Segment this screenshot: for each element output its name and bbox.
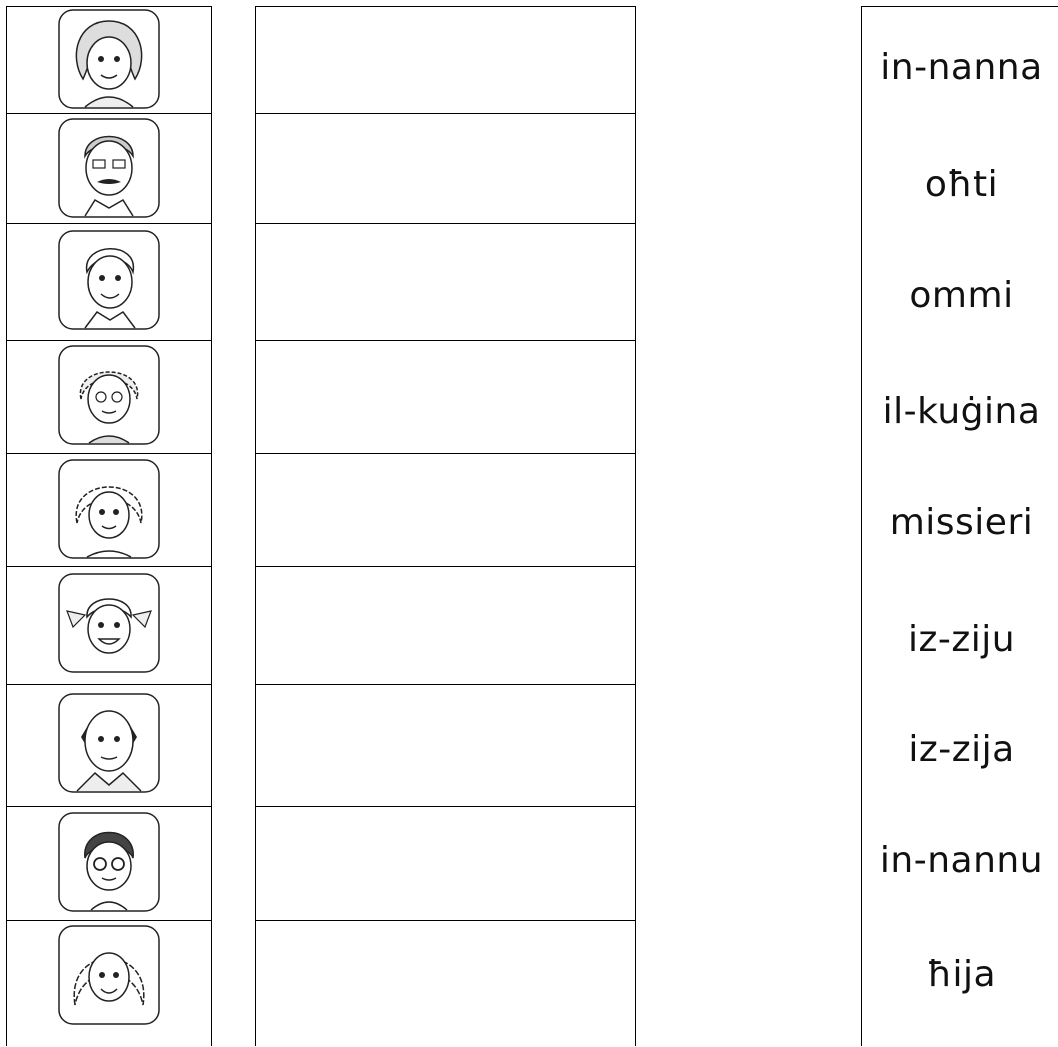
answer-row[interactable] (256, 567, 635, 685)
answer-box-6[interactable] (256, 567, 635, 684)
word-bank-item[interactable]: il-kuġina (882, 391, 1041, 432)
answer-box-7[interactable] (256, 685, 635, 806)
grandmother-face-icon (55, 7, 163, 111)
grandfather-face-icon (55, 116, 163, 220)
portrait-row (7, 685, 211, 807)
wavy-hair-girl-face-icon (55, 923, 163, 1027)
bald-grandpa-face-icon (55, 691, 163, 795)
portrait-row (7, 341, 211, 454)
curly-hair-granny-face-icon (55, 343, 163, 447)
portrait-row (7, 7, 211, 114)
portrait-row (7, 114, 211, 224)
word-bank-item[interactable]: ommi (909, 275, 1014, 316)
portrait-row (7, 454, 211, 567)
answer-box-5[interactable] (256, 454, 635, 566)
portrait-row (7, 921, 211, 1047)
answer-column (255, 6, 636, 1046)
word-bank-item[interactable]: iz-ziju (907, 619, 1016, 660)
portrait-row (7, 567, 211, 685)
answer-row[interactable] (256, 685, 635, 807)
answer-box-2[interactable] (256, 114, 635, 223)
answer-box-8[interactable] (256, 807, 635, 920)
answer-row[interactable] (256, 807, 635, 921)
answer-row[interactable] (256, 341, 635, 454)
answer-row[interactable] (256, 921, 635, 1047)
answer-box-3[interactable] (256, 224, 635, 340)
word-bank-item[interactable]: in-nanna (880, 47, 1043, 88)
answer-box-1[interactable] (256, 7, 635, 113)
answer-row[interactable] (256, 7, 635, 114)
pigtails-girl-face-icon (55, 571, 163, 675)
portrait-row (7, 807, 211, 921)
word-bank (861, 6, 1058, 1046)
word-bank-item[interactable]: missieri (889, 502, 1034, 543)
boy-with-glasses-face-icon (55, 810, 163, 914)
word-bank-item[interactable]: oħti (924, 164, 999, 205)
portrait-row (7, 224, 211, 341)
answer-row[interactable] (256, 454, 635, 567)
answer-row[interactable] (256, 224, 635, 341)
word-bank-item[interactable]: iz-zija (908, 729, 1015, 770)
word-bank-item[interactable]: ħija (926, 954, 997, 995)
answer-box-9[interactable] (256, 921, 635, 1047)
portrait-column (6, 6, 212, 1046)
answer-row[interactable] (256, 114, 635, 224)
answer-box-4[interactable] (256, 341, 635, 453)
word-bank-item[interactable]: in-nannu (879, 840, 1044, 881)
curly-hair-mother-face-icon (55, 457, 163, 561)
father-face-icon (55, 228, 163, 332)
